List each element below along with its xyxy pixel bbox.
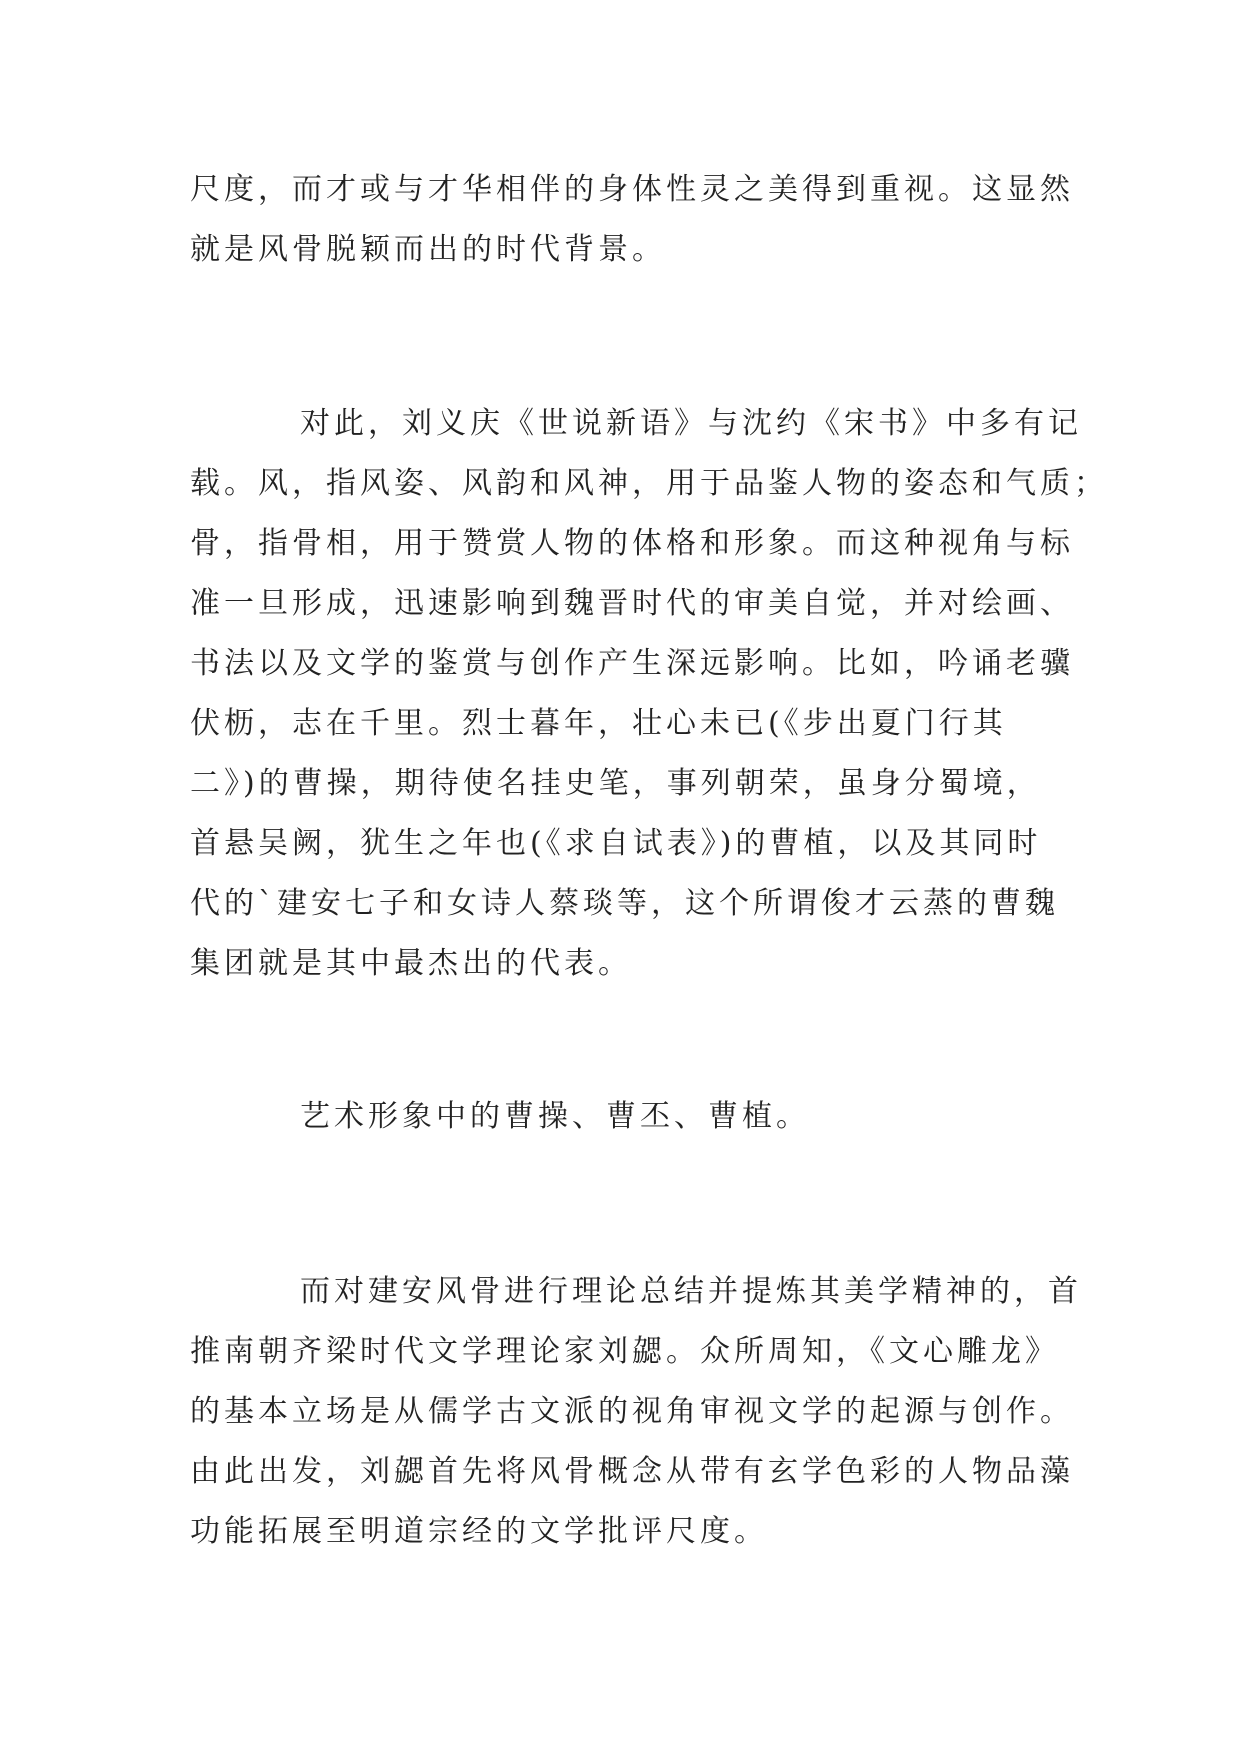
- paragraph-4: [190, 1262, 1082, 1562]
- text-line: 尺度，而才或与才华相伴的身体性灵之美得到重视。这显然: [190, 172, 1074, 207]
- text-line: 书法以及文学的鉴赏与创作产生深远影响。比如，吟诵老骥: [190, 646, 1074, 681]
- paragraph-1: [190, 160, 1074, 280]
- text-line: 艺术形象中的曹操、曹丕、曹植。: [300, 1099, 810, 1134]
- text-line: 载。风，指风姿、风韵和风神，用于品鉴人物的姿态和气质；: [190, 466, 1108, 501]
- text-line: 功能拓展至明道宗经的文学批评尺度。: [190, 1514, 768, 1549]
- text-line: 伏枥，志在千里。烈士暮年，壮心未已(《步出夏门行其: [190, 706, 1007, 741]
- text-line: 就是风骨脱颖而出的时代背景。: [190, 232, 666, 267]
- text-line: 二》)的曹操，期待使名挂史笔，事列朝荣，虽身分蜀境，: [190, 766, 1041, 801]
- text-line: 集团就是其中最杰出的代表。: [190, 946, 632, 981]
- text-line: 骨，指骨相，用于赞赏人物的体格和形象。而这种视角与标: [190, 526, 1074, 561]
- paragraph-2: [190, 394, 1108, 994]
- text-line: 推南朝齐梁时代文学理论家刘勰。众所周知，《文心雕龙》: [190, 1334, 1059, 1369]
- text-line: 由此出发，刘勰首先将风骨概念从带有玄学色彩的人物品藻: [190, 1454, 1074, 1489]
- text-line: 准一旦形成，迅速影响到魏晋时代的审美自觉，并对绘画、: [190, 586, 1074, 621]
- text-line: 对此，刘义庆《世说新语》与沈约《宋书》中多有记: [300, 406, 1082, 441]
- text-line: 的基本立场是从儒学古文派的视角审视文学的起源与创作。: [190, 1394, 1074, 1429]
- paragraph-3: [190, 1087, 1060, 1147]
- text-line: 首悬吴阙，犹生之年也(《求自试表》)的曹植，以及其同时: [190, 826, 1042, 861]
- text-line: 而对建安风骨进行理论总结并提炼其美学精神的，首: [300, 1274, 1082, 1309]
- text-line: 代的`建安七子和女诗人蔡琰等，这个所谓俊才云蒸的曹魏: [190, 886, 1059, 921]
